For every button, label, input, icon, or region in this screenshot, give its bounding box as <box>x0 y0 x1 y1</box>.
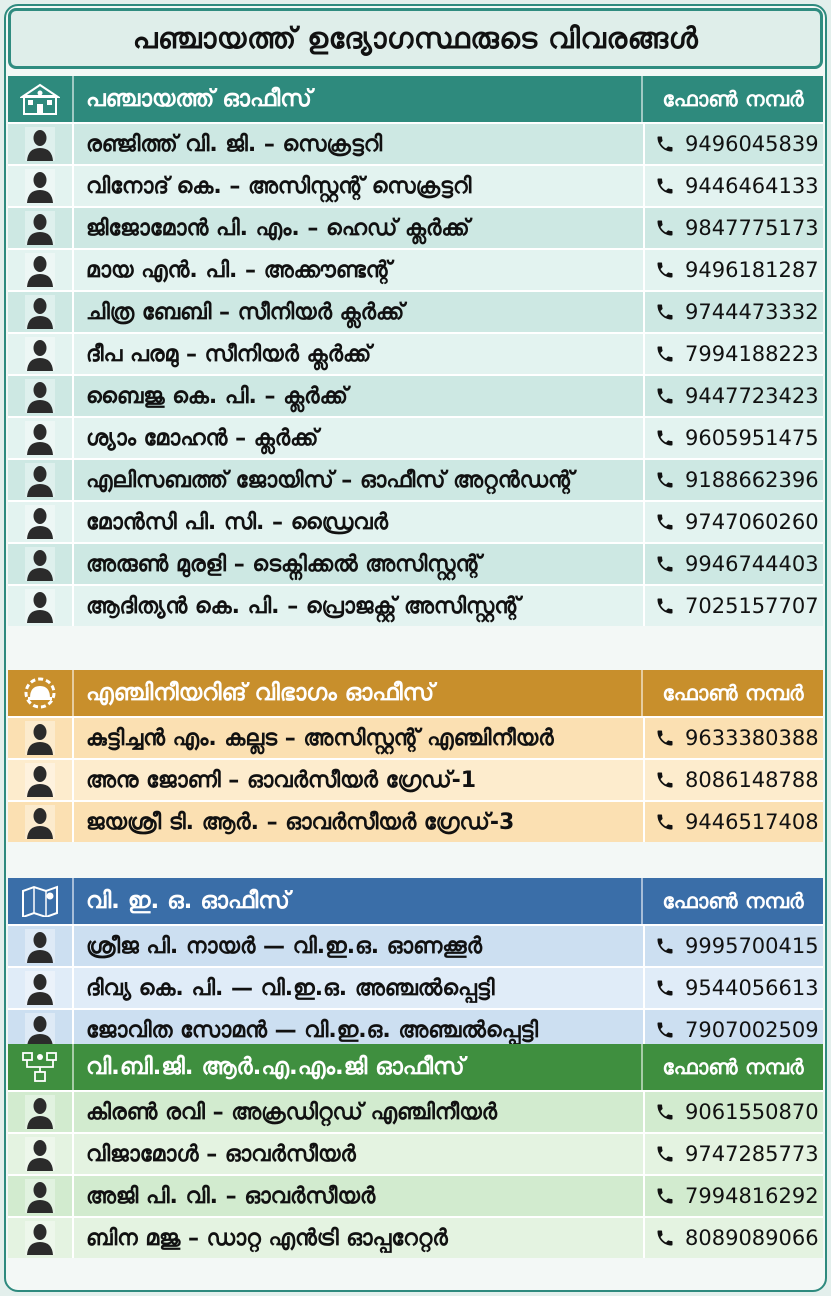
page-title: പഞ്ചായത്ത് ഉദ്യോഗസ്ഥരുടെ വിവരങ്ങൾ <box>8 8 823 69</box>
phone-icon <box>655 812 685 832</box>
phone-number-link[interactable] <box>643 968 823 1008</box>
avatar-icon <box>8 292 74 332</box>
table-row <box>8 716 823 758</box>
phone-number-link[interactable] <box>643 1176 823 1216</box>
phone-icon <box>655 176 685 196</box>
phone-icon <box>655 1144 685 1164</box>
avatar-icon <box>8 544 74 584</box>
avatar-icon <box>8 760 74 800</box>
phone-number-link[interactable] <box>643 460 823 500</box>
phone-number: 9847775173 <box>685 216 819 240</box>
table-row <box>8 584 823 626</box>
phone-number: 9446464133 <box>685 174 819 198</box>
avatar-icon <box>8 1218 74 1258</box>
phone-icon <box>655 770 685 790</box>
avatar-icon <box>8 376 74 416</box>
table-row <box>8 800 823 842</box>
avatar-icon <box>8 1176 74 1216</box>
phone-number-link[interactable] <box>643 376 823 416</box>
phone-column-header: ഫോൺ നമ്പർ <box>641 76 823 122</box>
phone-column-header: ഫോൺ നമ്പർ <box>641 878 823 924</box>
phone-number: 8086148788 <box>685 768 819 792</box>
table-row <box>8 542 823 584</box>
phone-number: 9995700415 <box>685 934 819 958</box>
table-row <box>8 122 823 164</box>
table-row <box>8 164 823 206</box>
phone-icon <box>655 218 685 238</box>
phone-number-link[interactable] <box>643 166 823 206</box>
workflow-icon <box>8 1044 74 1090</box>
section-title: എഞ്ചിനീയറിങ് വിഭാഗം ഓഫീസ് <box>86 680 435 706</box>
section-title: വി. ഇ. ഒ. ഓഫീസ് <box>86 888 290 914</box>
phone-icon <box>655 386 685 406</box>
phone-number-link[interactable] <box>643 802 823 842</box>
phone-number: 9447723423 <box>685 384 819 408</box>
phone-icon <box>655 1020 685 1040</box>
phone-icon <box>655 512 685 532</box>
table-row <box>8 1090 823 1132</box>
section-header <box>8 878 823 924</box>
table-row <box>8 924 823 966</box>
avatar-icon <box>8 418 74 458</box>
avatar-icon <box>8 250 74 290</box>
table-row <box>8 458 823 500</box>
phone-number-link[interactable] <box>643 1134 823 1174</box>
table-row <box>8 332 823 374</box>
table-row <box>8 758 823 800</box>
table-row <box>8 500 823 542</box>
phone-number: 9605951475 <box>685 426 819 450</box>
phone-icon <box>655 596 685 616</box>
phone-number: 9496045839 <box>685 132 819 156</box>
avatar-icon <box>8 926 74 966</box>
phone-number: 9496181287 <box>685 258 819 282</box>
staff-name-role: ബൈജു കെ. പി. – ക്ലർക്ക് <box>86 383 348 409</box>
phone-number: 7907002509 <box>685 1018 819 1042</box>
staff-name-role: കിരൺ രവി – അക്രഡിറ്റഡ് എഞ്ചിനീയർ <box>86 1099 498 1125</box>
section-4 <box>8 1044 823 1258</box>
phone-icon <box>655 978 685 998</box>
staff-name-role: മായ എൻ. പി. – അക്കൗണ്ടന്റ് <box>86 257 392 283</box>
phone-number: 7994188223 <box>685 342 819 366</box>
phone-number-link[interactable] <box>643 250 823 290</box>
section-header <box>8 1044 823 1090</box>
phone-number: 8089089066 <box>685 1226 819 1250</box>
staff-name-role: ശ്രീജ പി. നായർ — വി.ഇ.ഒ. ഓണക്കൂർ <box>86 933 482 959</box>
phone-icon <box>655 134 685 154</box>
avatar-icon <box>8 1134 74 1174</box>
avatar-icon <box>8 586 74 626</box>
staff-name-role: ജയശ്രീ ടി. ആർ. – ഓവർസീയർ ഗ്രേഡ്-3 <box>86 809 515 835</box>
phone-number: 7025157707 <box>685 594 819 618</box>
phone-column-header: ഫോൺ നമ്പർ <box>641 1044 823 1090</box>
staff-name-role: അനു ജോണി – ഓവർസീയർ ഗ്രേഡ്-1 <box>86 767 477 793</box>
phone-number-link[interactable] <box>643 760 823 800</box>
staff-name-role: കുട്ടിച്ചൻ എം. കല്ലട – അസിസ്റ്റന്റ് എഞ്ചിനീയർ <box>86 725 554 751</box>
phone-number: 9446517408 <box>685 810 819 834</box>
phone-icon <box>655 344 685 364</box>
phone-number-link[interactable] <box>643 208 823 248</box>
phone-number: 9946744403 <box>685 552 819 576</box>
phone-number-link[interactable] <box>643 292 823 332</box>
section-title: വി.ബി.ജി. ആർ.എ.എം.ജി ഓഫീസ് <box>86 1054 465 1080</box>
phone-number-link[interactable] <box>643 502 823 542</box>
table-row <box>8 290 823 332</box>
staff-name-role: മോൻസി പി. സി. – ഡ്രൈവർ <box>86 509 389 535</box>
phone-icon <box>655 1228 685 1248</box>
staff-name-role: ദീപ പരമു – സീനിയർ ക്ലർക്ക് <box>86 341 372 367</box>
phone-number: 9188662396 <box>685 468 819 492</box>
avatar-icon <box>8 1092 74 1132</box>
phone-icon <box>655 470 685 490</box>
phone-icon <box>655 936 685 956</box>
phone-icon <box>655 302 685 322</box>
staff-name-role: ദിവ്യ കെ. പി. — വി.ഇ.ഒ. അഞ്ചൽപ്പെട്ടി <box>86 975 495 1001</box>
avatar-icon <box>8 124 74 164</box>
staff-name-role: ജിജോമോൻ പി. എം. – ഹെഡ് ക്ലർക്ക് <box>86 215 470 241</box>
phone-icon <box>655 428 685 448</box>
avatar-icon <box>8 460 74 500</box>
section-title: പഞ്ചായത്ത് ഓഫീസ് <box>86 86 312 112</box>
phone-number-link[interactable] <box>643 1092 823 1132</box>
staff-name-role: ശ്യാം മോഹൻ – ക്ലർക്ക് <box>86 425 319 451</box>
helmet-gear-icon <box>8 670 74 716</box>
table-row <box>8 1216 823 1258</box>
section-header <box>8 76 823 122</box>
phone-number-link[interactable] <box>643 334 823 374</box>
phone-number: 9747060260 <box>685 510 819 534</box>
staff-name-role: എലിസബത്ത് ജോയിസ് – ഓഫീസ് അറ്റൻഡന്റ് <box>86 467 574 493</box>
phone-icon <box>655 728 685 748</box>
section-2 <box>8 670 823 842</box>
phone-icon <box>655 260 685 280</box>
phone-number-link[interactable] <box>643 926 823 966</box>
map-icon <box>8 878 74 924</box>
phone-number-link[interactable] <box>643 124 823 164</box>
table-row <box>8 1132 823 1174</box>
phone-number: 9544056613 <box>685 976 819 1000</box>
section-header <box>8 670 823 716</box>
phone-number-link[interactable] <box>643 418 823 458</box>
section-3 <box>8 878 823 1050</box>
building-icon <box>8 76 74 122</box>
table-row <box>8 966 823 1008</box>
avatar-icon <box>8 718 74 758</box>
phone-number: 9061550870 <box>685 1100 819 1124</box>
staff-name-role: അരുൺ മുരളി – ടെക്നിക്കൽ അസിസ്റ്റന്റ് <box>86 551 482 577</box>
avatar-icon <box>8 166 74 206</box>
staff-name-role: വിനോദ് കെ. – അസിസ്റ്റന്റ് സെക്രട്ടറി <box>86 173 472 199</box>
phone-number: 7994816292 <box>685 1184 819 1208</box>
table-row <box>8 206 823 248</box>
phone-number: 9633380388 <box>685 726 819 750</box>
avatar-icon <box>8 502 74 542</box>
table-row <box>8 374 823 416</box>
staff-name-role: അജി പി. വി. – ഓവർസീയർ <box>86 1183 376 1209</box>
staff-name-role: ചിത്ര ബേബി – സീനിയർ ക്ലർക്ക് <box>86 299 405 325</box>
phone-number-link[interactable] <box>643 544 823 584</box>
staff-name-role: വിജാമോൾ – ഓവർസീയർ <box>86 1141 356 1167</box>
staff-name-role: ജോവിത സോമൻ — വി.ഇ.ഒ. അഞ്ചൽപ്പെട്ടി <box>86 1017 539 1043</box>
staff-name-role: ബിന മജു – ഡാറ്റ എൻട്രി ഓപ്പറേറ്റർ <box>86 1225 448 1251</box>
table-row <box>8 248 823 290</box>
phone-icon <box>655 1102 685 1122</box>
table-row <box>8 1174 823 1216</box>
avatar-icon <box>8 968 74 1008</box>
phone-number-link[interactable] <box>643 718 823 758</box>
avatar-icon <box>8 208 74 248</box>
phone-number-link[interactable] <box>643 586 823 626</box>
avatar-icon <box>8 334 74 374</box>
staff-name-role: ആദിത്യൻ കെ. പി. – പ്രൊജക്റ്റ് അസിസ്റ്റന്റ് <box>86 593 521 619</box>
section-1 <box>8 76 823 626</box>
staff-name-role: രഞ്ജിത്ത് വി. ജി. – സെക്രട്ടറി <box>86 131 383 157</box>
phone-icon <box>655 1186 685 1206</box>
phone-column-header: ഫോൺ നമ്പർ <box>641 670 823 716</box>
phone-number: 9747285773 <box>685 1142 819 1166</box>
table-row <box>8 416 823 458</box>
avatar-icon <box>8 802 74 842</box>
phone-icon <box>655 554 685 574</box>
phone-number: 9744473332 <box>685 300 819 324</box>
phone-number-link[interactable] <box>643 1218 823 1258</box>
